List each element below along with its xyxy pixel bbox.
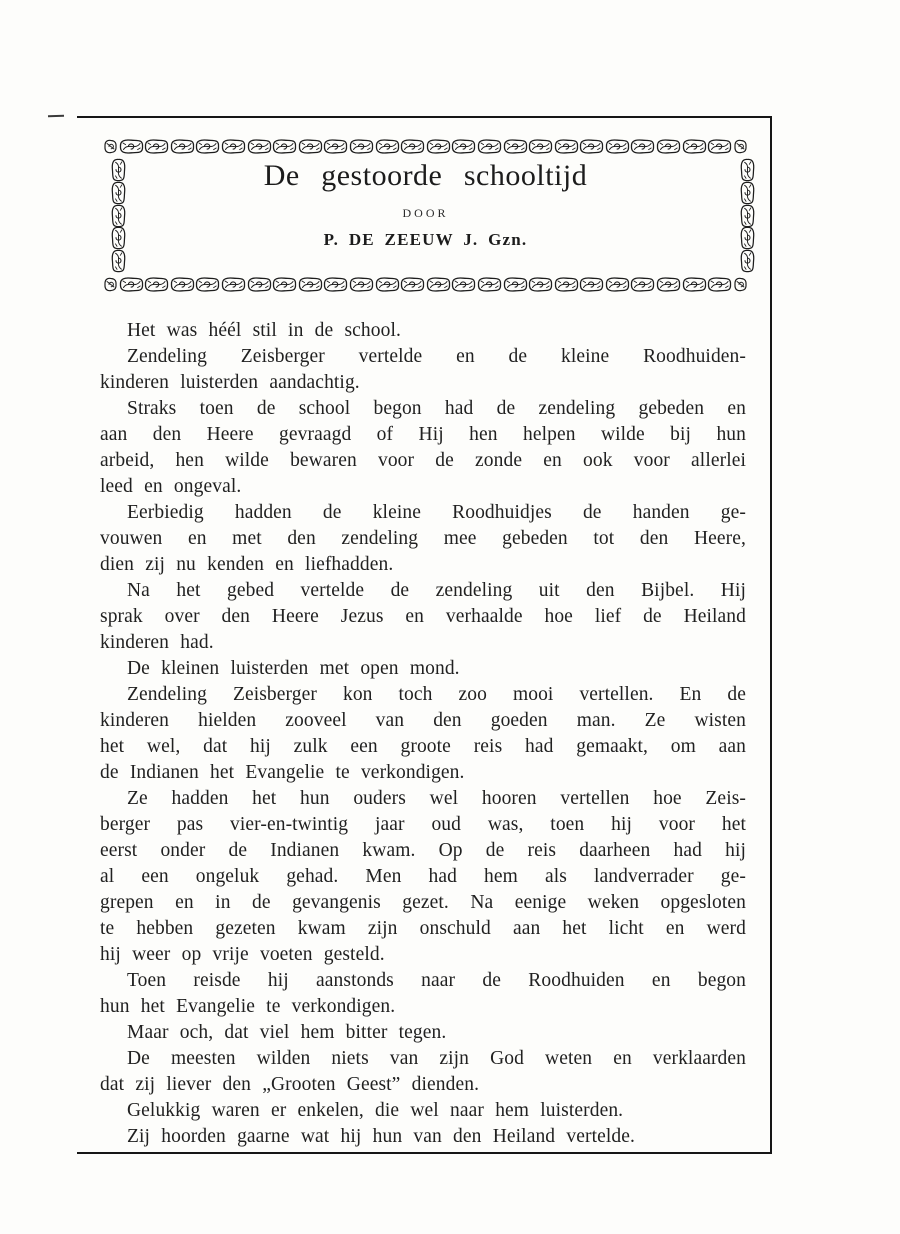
scroll-tile-icon	[707, 276, 732, 293]
scroll-tile-icon	[400, 138, 425, 155]
scroll-tile-icon	[375, 276, 400, 293]
scroll-tile-icon	[451, 138, 476, 155]
text-line: Zendeling Zeisberger kon toch zoo mooi vertellen. En de	[127, 684, 746, 705]
scroll-tile-icon	[451, 276, 476, 293]
scroll-tile-icon	[110, 158, 127, 182]
ornament-side-tile	[732, 204, 749, 227]
ornament-column-left	[102, 158, 120, 272]
text-line: leed en ongeval.	[100, 476, 242, 497]
scroll-tile-icon	[630, 138, 655, 155]
scroll-tile-icon	[400, 276, 425, 293]
scroll-tile-icon	[739, 249, 756, 273]
text-line: Straks toen de school begon had de zendeling gebeden en	[127, 398, 746, 419]
scroll-tile-icon	[272, 138, 297, 155]
scroll-tile-icon	[110, 204, 127, 228]
ornament-side-tile	[103, 181, 120, 204]
scroll-tile-icon	[554, 276, 579, 293]
scroll-tile-icon	[477, 276, 502, 293]
ornament-side-tile	[103, 204, 120, 227]
ornament-column-right	[731, 158, 749, 272]
scroll-tile-icon	[605, 276, 630, 293]
scroll-tile-icon	[733, 276, 748, 293]
scroll-tile-icon	[739, 226, 756, 250]
ornament-side-tile	[103, 249, 120, 272]
text-line: te hebben gezeten kwam zijn onschuld aan het licht en werd	[100, 918, 746, 939]
scroll-tile-icon	[656, 138, 681, 155]
text-line: al een ongeluk gehad. Men had hem als landverrader ge-	[100, 866, 746, 887]
ornamental-border	[103, 137, 748, 293]
text-line: Eerbiedig hadden de kleine Roodhuidjes de handen ge-	[127, 502, 746, 523]
scroll-tile-icon	[323, 138, 348, 155]
text-line: Ze hadden het hun ouders wel hooren vertellen hoe Zeis-	[127, 788, 746, 809]
scroll-tile-icon	[528, 276, 553, 293]
scroll-tile-icon	[707, 138, 732, 155]
text-line: de Indianen het Evangelie te verkondigen.	[100, 762, 465, 783]
text-line: Maar och, dat viel hem bitter tegen.	[127, 1022, 447, 1043]
text-line: De meesten wilden niets van zijn God weten en verklaarden	[127, 1048, 746, 1069]
scroll-tile-icon	[170, 276, 195, 293]
text-line: grepen en in de gevangenis gezet. Na eenige weken opgesloten	[100, 892, 746, 913]
scroll-tile-icon	[739, 204, 756, 228]
text-line: kinderen had.	[100, 632, 214, 653]
scroll-tile-icon	[528, 138, 553, 155]
scroll-tile-icon	[221, 138, 246, 155]
scroll-tile-icon	[110, 249, 127, 273]
text-line: berger pas vier-en-twintig jaar oud was, toen hij voor het	[100, 814, 746, 835]
scroll-tile-icon	[349, 276, 374, 293]
scroll-tile-icon	[110, 226, 127, 250]
scroll-tile-icon	[272, 276, 297, 293]
scroll-tile-icon	[426, 138, 451, 155]
text-line: Na het gebed vertelde de zendeling uit den Bijbel. Hij	[127, 580, 746, 601]
text-line: hun het Evangelie te verkondigen.	[100, 996, 396, 1017]
scroll-tile-icon	[630, 276, 655, 293]
scroll-tile-icon	[349, 138, 374, 155]
text-line: kinderen luisterden aandachtig.	[100, 372, 360, 393]
author-name: P. DE ZEEUW J. Gzn.	[323, 230, 528, 249]
scroll-tile-icon	[195, 276, 220, 293]
scroll-tile-icon	[110, 181, 127, 205]
title-block	[133, 153, 718, 250]
ornament-side-tile	[103, 226, 120, 249]
scroll-tile-icon	[144, 138, 169, 155]
scroll-tile-icon	[656, 276, 681, 293]
page-title: De gestoorde schooltijd	[263, 159, 588, 192]
scroll-tile-icon	[103, 276, 118, 293]
text-line: kinderen hielden zooveel van den goeden man. Ze wisten	[100, 710, 746, 731]
text-line: dien zij nu kenden en liefhadden.	[100, 554, 394, 575]
text-line: Toen reisde hij aanstonds naar de Roodhuiden en begon	[127, 970, 746, 991]
scroll-tile-icon	[119, 138, 144, 155]
ornament-side-tile	[732, 181, 749, 204]
text-line: eerst onder de Indianen kwam. Op de reis daarheen had hij	[100, 840, 746, 861]
scroll-tile-icon	[477, 138, 502, 155]
scroll-tile-icon	[682, 276, 707, 293]
scroll-tile-icon	[503, 276, 528, 293]
text-line: het wel, dat hij zulk een groote reis had gemaakt, om aan	[100, 736, 746, 757]
text-line: Zendeling Zeisberger vertelde en de kleine Roodhuiden-	[127, 346, 746, 367]
scroll-tile-icon	[119, 276, 144, 293]
scroll-tile-icon	[503, 138, 528, 155]
scroll-tile-icon	[739, 181, 756, 205]
text-line: arbeid, hen wilde bewaren voor de zonde en ook voor allerlei	[100, 450, 746, 471]
scroll-tile-icon	[247, 276, 272, 293]
text-line: aan den Heere gevraagd of Hij hen helpen wilde bij hun	[100, 424, 746, 445]
ornament-side-tile	[103, 158, 120, 181]
scroll-tile-icon	[733, 138, 748, 155]
scroll-tile-icon	[221, 276, 246, 293]
scroll-tile-icon	[298, 138, 323, 155]
scroll-tile-icon	[103, 138, 118, 155]
scroll-tile-icon	[323, 276, 348, 293]
text-line: dat zij liever den „Grooten Geest” dienden.	[100, 1074, 480, 1095]
text-line: vouwen en met den zendeling mee gebeden tot den Heere,	[100, 528, 746, 549]
text-line: De kleinen luisterden met open mond.	[127, 658, 460, 679]
ornament-side-tile	[732, 249, 749, 272]
byline-label: DOOR	[402, 206, 449, 220]
scroll-tile-icon	[579, 138, 604, 155]
text-line: Gelukkig waren er enkelen, die wel naar hem luisterden.	[127, 1100, 624, 1121]
text-line: Het was héél stil in de school.	[127, 320, 401, 341]
scroll-tile-icon	[298, 276, 323, 293]
scroll-tile-icon	[144, 276, 169, 293]
scroll-tile-icon	[247, 138, 272, 155]
scroll-tile-icon	[579, 276, 604, 293]
scroll-tile-icon	[195, 138, 220, 155]
scroll-tile-icon	[682, 138, 707, 155]
text-line: sprak over den Heere Jezus en verhaalde hoe lief de Heiland	[100, 606, 746, 627]
scroll-tile-icon	[605, 138, 630, 155]
story-text	[100, 318, 746, 1150]
ornament-row-bottom	[103, 275, 748, 293]
scroll-tile-icon	[426, 276, 451, 293]
scroll-tile-icon	[375, 138, 400, 155]
scroll-tile-icon	[739, 158, 756, 182]
ornament-side-tile	[732, 226, 749, 249]
scroll-tile-icon	[554, 138, 579, 155]
scroll-tile-icon	[170, 138, 195, 155]
ornament-side-tile	[732, 158, 749, 181]
text-line: Zij hoorden gaarne wat hij hun van den Heiland vertelde.	[127, 1126, 635, 1147]
text-line: hij weer op vrije voeten gesteld.	[100, 944, 385, 965]
